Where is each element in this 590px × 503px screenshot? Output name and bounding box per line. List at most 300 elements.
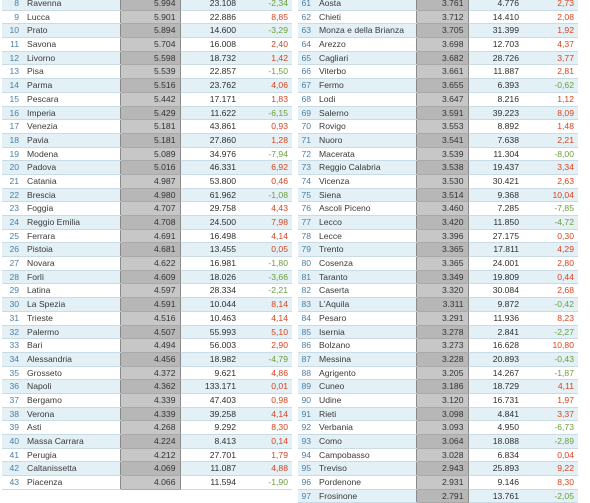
rank-cell: 14 <box>2 79 24 93</box>
change-cell: 3,77 <box>523 51 578 65</box>
change-cell: 4,29 <box>523 243 578 257</box>
change-cell: 10,80 <box>523 339 578 353</box>
rank-cell: 63 <box>298 24 316 38</box>
city-name-cell: Bolzano <box>316 339 416 353</box>
value-primary-cell: 3.093 <box>416 421 468 435</box>
city-name-cell: Massa Carrara <box>24 435 120 449</box>
city-name-cell: Novara <box>24 257 120 271</box>
city-name-cell: Pisa <box>24 65 120 79</box>
value-primary-cell: 3.420 <box>416 216 468 230</box>
value-secondary-cell: 2.841 <box>468 325 523 339</box>
table-row <box>298 24 578 38</box>
city-name-cell: Fermo <box>316 79 416 93</box>
value-primary-cell: 3.655 <box>416 79 468 93</box>
table-row <box>2 24 292 38</box>
value-secondary-cell: 27.860 <box>180 133 240 147</box>
value-secondary-cell: 39.223 <box>468 106 523 120</box>
rank-cell: 80 <box>298 257 316 271</box>
change-cell: -6,15 <box>240 106 292 120</box>
rank-cell: 28 <box>2 270 24 284</box>
city-name-cell: Grosseto <box>24 366 120 380</box>
value-primary-cell: 4.212 <box>120 448 180 462</box>
rank-cell: 39 <box>2 421 24 435</box>
table-row <box>2 92 292 106</box>
value-primary-cell: 4.681 <box>120 243 180 257</box>
rank-cell: 74 <box>298 174 316 188</box>
city-name-cell: Verbania <box>316 421 416 435</box>
value-primary-cell: 5.442 <box>120 92 180 106</box>
value-primary-cell: 3.396 <box>416 229 468 243</box>
value-primary-cell: 4.507 <box>120 325 180 339</box>
city-name-cell: Rieti <box>316 407 416 421</box>
value-secondary-cell: 25.893 <box>468 462 523 476</box>
city-name-cell: Vicenza <box>316 174 416 188</box>
city-name-cell: Lecco <box>316 216 416 230</box>
table-row <box>2 51 292 65</box>
rank-cell: 79 <box>298 243 316 257</box>
value-secondary-cell: 16.008 <box>180 38 240 52</box>
change-cell: -1,80 <box>240 257 292 271</box>
change-cell: 4,37 <box>523 38 578 52</box>
change-cell: 4,14 <box>240 311 292 325</box>
rank-cell: 84 <box>298 311 316 325</box>
city-name-cell: Savona <box>24 38 120 52</box>
change-cell: -2,05 <box>523 489 578 503</box>
change-cell: 1,48 <box>523 120 578 134</box>
value-secondary-cell: 16.731 <box>468 393 523 407</box>
table-row <box>298 284 578 298</box>
change-cell: -4,79 <box>240 352 292 366</box>
value-primary-cell: 3.186 <box>416 380 468 394</box>
city-name-cell: Pordenone <box>316 476 416 490</box>
table-row <box>2 10 292 24</box>
value-secondary-cell: 18.088 <box>468 435 523 449</box>
change-cell: 4,14 <box>240 229 292 243</box>
value-secondary-cell: 14.267 <box>468 366 523 380</box>
rank-cell: 91 <box>298 407 316 421</box>
value-primary-cell: 3.647 <box>416 92 468 106</box>
table-row <box>298 0 578 10</box>
table-row <box>2 79 292 93</box>
change-cell: -0,43 <box>523 352 578 366</box>
value-primary-cell: 3.682 <box>416 51 468 65</box>
rank-cell: 20 <box>2 161 24 175</box>
value-secondary-cell: 17.171 <box>180 92 240 106</box>
ranking-table-left <box>2 0 292 490</box>
rank-cell: 9 <box>2 10 24 24</box>
value-primary-cell: 4.372 <box>120 366 180 380</box>
value-primary-cell: 3.273 <box>416 339 468 353</box>
table-row <box>298 188 578 202</box>
city-name-cell: Pesaro <box>316 311 416 325</box>
value-secondary-cell: 13.455 <box>180 243 240 257</box>
city-name-cell: Udine <box>316 393 416 407</box>
table-row <box>2 161 292 175</box>
city-name-cell: Napoli <box>24 380 120 394</box>
value-primary-cell: 5.516 <box>120 79 180 93</box>
value-primary-cell: 5.704 <box>120 38 180 52</box>
value-primary-cell: 5.598 <box>120 51 180 65</box>
rank-cell: 66 <box>298 65 316 79</box>
value-secondary-cell: 22.886 <box>180 10 240 24</box>
table-row <box>298 339 578 353</box>
table-row <box>2 366 292 380</box>
city-name-cell: Ascoli Piceno <box>316 202 416 216</box>
change-cell: 1,83 <box>240 92 292 106</box>
table-row <box>298 133 578 147</box>
value-primary-cell: 5.089 <box>120 147 180 161</box>
city-name-cell: Brescia <box>24 188 120 202</box>
table-row <box>2 133 292 147</box>
value-primary-cell: 3.661 <box>416 65 468 79</box>
city-name-cell: Arezzo <box>316 38 416 52</box>
table-row <box>2 284 292 298</box>
rank-cell: 36 <box>2 380 24 394</box>
change-cell: -6,73 <box>523 421 578 435</box>
rank-cell: 13 <box>2 65 24 79</box>
value-primary-cell: 3.539 <box>416 147 468 161</box>
value-secondary-cell: 53.800 <box>180 174 240 188</box>
table-row <box>298 147 578 161</box>
value-primary-cell: 3.591 <box>416 106 468 120</box>
value-primary-cell: 3.028 <box>416 448 468 462</box>
city-name-cell: Frosinone <box>316 489 416 503</box>
city-name-cell: Caserta <box>316 284 416 298</box>
rank-cell: 62 <box>298 10 316 24</box>
table-row <box>298 393 578 407</box>
table-row <box>2 147 292 161</box>
city-name-cell: Imperia <box>24 106 120 120</box>
table-row <box>2 311 292 325</box>
city-name-cell: Ferrara <box>24 229 120 243</box>
value-secondary-cell: 11.936 <box>468 311 523 325</box>
change-cell: -2,34 <box>240 0 292 10</box>
table-row <box>298 10 578 24</box>
city-name-cell: Perugia <box>24 448 120 462</box>
city-name-cell: Agrigento <box>316 366 416 380</box>
table-row <box>298 352 578 366</box>
rank-cell: 95 <box>298 462 316 476</box>
rank-cell: 41 <box>2 448 24 462</box>
change-cell: 2,90 <box>240 339 292 353</box>
change-cell: -1,50 <box>240 65 292 79</box>
value-secondary-cell: 10.463 <box>180 311 240 325</box>
city-name-cell: Cuneo <box>316 380 416 394</box>
table-row <box>2 325 292 339</box>
change-cell: 0,04 <box>523 448 578 462</box>
change-cell: 8,23 <box>523 311 578 325</box>
value-secondary-cell: 9.621 <box>180 366 240 380</box>
rank-cell: 37 <box>2 393 24 407</box>
value-primary-cell: 4.069 <box>120 462 180 476</box>
change-cell: -7,94 <box>240 147 292 161</box>
value-secondary-cell: 34.976 <box>180 147 240 161</box>
value-primary-cell: 4.980 <box>120 188 180 202</box>
value-secondary-cell: 18.729 <box>468 380 523 394</box>
ranking-table-right-body <box>298 0 578 503</box>
city-name-cell: Nuoro <box>316 133 416 147</box>
city-name-cell: Treviso <box>316 462 416 476</box>
city-name-cell: Rovigo <box>316 120 416 134</box>
city-name-cell: Venezia <box>24 120 120 134</box>
city-name-cell: Taranto <box>316 270 416 284</box>
table-row <box>2 257 292 271</box>
value-secondary-cell: 10.044 <box>180 298 240 312</box>
table-row <box>2 0 292 10</box>
value-primary-cell: 3.098 <box>416 407 468 421</box>
table-row <box>2 421 292 435</box>
rank-cell: 88 <box>298 366 316 380</box>
table-row <box>298 65 578 79</box>
change-cell: 6,92 <box>240 161 292 175</box>
value-secondary-cell: 9.872 <box>468 298 523 312</box>
table-row <box>2 174 292 188</box>
rank-cell: 89 <box>298 380 316 394</box>
table-row <box>298 311 578 325</box>
rank-cell: 15 <box>2 92 24 106</box>
rank-cell: 32 <box>2 325 24 339</box>
city-name-cell: Padova <box>24 161 120 175</box>
value-secondary-cell: 22.857 <box>180 65 240 79</box>
table-row <box>2 393 292 407</box>
value-primary-cell: 5.894 <box>120 24 180 38</box>
value-primary-cell: 4.597 <box>120 284 180 298</box>
table-row <box>298 421 578 435</box>
city-name-cell: Alessandria <box>24 352 120 366</box>
value-primary-cell: 4.987 <box>120 174 180 188</box>
value-secondary-cell: 19.437 <box>468 161 523 175</box>
value-secondary-cell: 46.331 <box>180 161 240 175</box>
city-name-cell: Como <box>316 435 416 449</box>
value-secondary-cell: 6.834 <box>468 448 523 462</box>
value-secondary-cell: 19.809 <box>468 270 523 284</box>
rank-cell: 70 <box>298 120 316 134</box>
change-cell: 3,37 <box>523 407 578 421</box>
city-name-cell: Modena <box>24 147 120 161</box>
value-secondary-cell: 30.084 <box>468 284 523 298</box>
value-primary-cell: 4.516 <box>120 311 180 325</box>
table-row <box>2 380 292 394</box>
city-name-cell: Lecce <box>316 229 416 243</box>
value-secondary-cell: 28.726 <box>468 51 523 65</box>
value-primary-cell: 5.429 <box>120 106 180 120</box>
table-row <box>298 79 578 93</box>
change-cell: 8,30 <box>240 421 292 435</box>
change-cell: 2,21 <box>523 133 578 147</box>
table-row <box>2 352 292 366</box>
city-name-cell: Pavia <box>24 133 120 147</box>
change-cell: 2,68 <box>523 284 578 298</box>
table-row <box>298 257 578 271</box>
value-primary-cell: 3.761 <box>416 0 468 10</box>
change-cell: 1,79 <box>240 448 292 462</box>
value-primary-cell: 3.541 <box>416 133 468 147</box>
table-row <box>2 216 292 230</box>
table-row <box>298 229 578 243</box>
value-primary-cell: 3.530 <box>416 174 468 188</box>
change-cell: 0,01 <box>240 380 292 394</box>
value-secondary-cell: 17.811 <box>468 243 523 257</box>
value-secondary-cell: 8.413 <box>180 435 240 449</box>
change-cell: 0,30 <box>523 229 578 243</box>
change-cell: 0,05 <box>240 243 292 257</box>
city-name-cell: Salerno <box>316 106 416 120</box>
change-cell: 2,08 <box>523 10 578 24</box>
city-name-cell: Isernia <box>316 325 416 339</box>
rank-cell: 30 <box>2 298 24 312</box>
value-primary-cell: 3.538 <box>416 161 468 175</box>
change-cell: -8,00 <box>523 147 578 161</box>
value-secondary-cell: 7.285 <box>468 202 523 216</box>
value-secondary-cell: 11.622 <box>180 106 240 120</box>
change-cell: -3,66 <box>240 270 292 284</box>
value-secondary-cell: 18.026 <box>180 270 240 284</box>
rank-cell: 29 <box>2 284 24 298</box>
table-row <box>2 462 292 476</box>
change-cell: 8,30 <box>523 476 578 490</box>
change-cell: 0,98 <box>240 393 292 407</box>
value-primary-cell: 2.931 <box>416 476 468 490</box>
rank-cell: 24 <box>2 216 24 230</box>
rank-cell: 77 <box>298 216 316 230</box>
value-secondary-cell: 9.146 <box>468 476 523 490</box>
value-secondary-cell: 18.732 <box>180 51 240 65</box>
table-row <box>298 161 578 175</box>
value-secondary-cell: 14.600 <box>180 24 240 38</box>
table-row <box>298 51 578 65</box>
rank-cell: 16 <box>2 106 24 120</box>
city-name-cell: Pescara <box>24 92 120 106</box>
change-cell: 8,85 <box>240 10 292 24</box>
city-name-cell: Prato <box>24 24 120 38</box>
table-row <box>2 476 292 490</box>
change-cell: 1,92 <box>523 24 578 38</box>
value-secondary-cell: 23.762 <box>180 79 240 93</box>
rank-cell: 22 <box>2 188 24 202</box>
change-cell: 0,14 <box>240 435 292 449</box>
value-primary-cell: 4.494 <box>120 339 180 353</box>
table-row <box>298 120 578 134</box>
value-primary-cell: 4.224 <box>120 435 180 449</box>
table-row <box>298 489 578 503</box>
rank-cell: 71 <box>298 133 316 147</box>
change-cell: -1,87 <box>523 366 578 380</box>
table-row <box>298 38 578 52</box>
value-secondary-cell: 61.962 <box>180 188 240 202</box>
change-cell: -1,90 <box>240 476 292 490</box>
value-primary-cell: 3.120 <box>416 393 468 407</box>
value-secondary-cell: 14.410 <box>468 10 523 24</box>
rank-cell: 42 <box>2 462 24 476</box>
page-edge <box>578 0 590 437</box>
table-row <box>2 407 292 421</box>
change-cell: 8,09 <box>523 106 578 120</box>
change-cell: 4,06 <box>240 79 292 93</box>
table-row <box>2 120 292 134</box>
change-cell: -3,29 <box>240 24 292 38</box>
value-secondary-cell: 43.861 <box>180 120 240 134</box>
rank-cell: 27 <box>2 257 24 271</box>
rank-cell: 72 <box>298 147 316 161</box>
rank-cell: 33 <box>2 339 24 353</box>
city-name-cell: Chieti <box>316 10 416 24</box>
value-primary-cell: 4.339 <box>120 407 180 421</box>
value-primary-cell: 3.228 <box>416 352 468 366</box>
value-secondary-cell: 4.841 <box>468 407 523 421</box>
ranking-table-right <box>298 0 578 503</box>
value-secondary-cell: 16.981 <box>180 257 240 271</box>
rank-cell: 75 <box>298 188 316 202</box>
change-cell: 0,46 <box>240 174 292 188</box>
value-secondary-cell: 31.399 <box>468 24 523 38</box>
table-row <box>2 298 292 312</box>
table-row <box>2 229 292 243</box>
table-row <box>2 188 292 202</box>
city-name-cell: Livorno <box>24 51 120 65</box>
value-primary-cell: 3.205 <box>416 366 468 380</box>
value-secondary-cell: 28.334 <box>180 284 240 298</box>
city-name-cell: Asti <box>24 421 120 435</box>
city-name-cell: Siena <box>316 188 416 202</box>
value-primary-cell: 4.339 <box>120 393 180 407</box>
change-cell: 8,14 <box>240 298 292 312</box>
table-row <box>298 462 578 476</box>
value-secondary-cell: 11.304 <box>468 147 523 161</box>
value-primary-cell: 5.181 <box>120 120 180 134</box>
value-primary-cell: 4.268 <box>120 421 180 435</box>
change-cell: 9,22 <box>523 462 578 476</box>
value-secondary-cell: 9.368 <box>468 188 523 202</box>
value-secondary-cell: 13.761 <box>468 489 523 503</box>
change-cell: 7,98 <box>240 216 292 230</box>
rank-cell: 38 <box>2 407 24 421</box>
value-primary-cell: 5.539 <box>120 65 180 79</box>
value-primary-cell: 3.460 <box>416 202 468 216</box>
rank-cell: 17 <box>2 120 24 134</box>
value-secondary-cell: 20.893 <box>468 352 523 366</box>
value-secondary-cell: 11.594 <box>180 476 240 490</box>
rank-cell: 86 <box>298 339 316 353</box>
value-primary-cell: 3.553 <box>416 120 468 134</box>
value-secondary-cell: 18.982 <box>180 352 240 366</box>
change-cell: 1,42 <box>240 51 292 65</box>
value-secondary-cell: 8.216 <box>468 92 523 106</box>
table-row <box>2 38 292 52</box>
city-name-cell: Bari <box>24 339 120 353</box>
change-cell: 3,34 <box>523 161 578 175</box>
city-name-cell: Bergamo <box>24 393 120 407</box>
value-primary-cell: 3.064 <box>416 435 468 449</box>
value-secondary-cell: 29.758 <box>180 202 240 216</box>
value-primary-cell: 4.622 <box>120 257 180 271</box>
rank-cell: 67 <box>298 79 316 93</box>
value-primary-cell: 3.698 <box>416 38 468 52</box>
city-name-cell: Cagliari <box>316 51 416 65</box>
table-row <box>298 216 578 230</box>
value-secondary-cell: 39.258 <box>180 407 240 421</box>
ranking-table-left-body <box>2 0 292 489</box>
value-primary-cell: 3.365 <box>416 243 468 257</box>
value-primary-cell: 3.349 <box>416 270 468 284</box>
change-cell: 2,81 <box>523 65 578 79</box>
rank-cell: 94 <box>298 448 316 462</box>
city-name-cell: Verona <box>24 407 120 421</box>
rank-cell: 34 <box>2 352 24 366</box>
rank-cell: 26 <box>2 243 24 257</box>
city-name-cell: Catania <box>24 174 120 188</box>
rank-cell: 93 <box>298 435 316 449</box>
change-cell: -2,27 <box>523 325 578 339</box>
